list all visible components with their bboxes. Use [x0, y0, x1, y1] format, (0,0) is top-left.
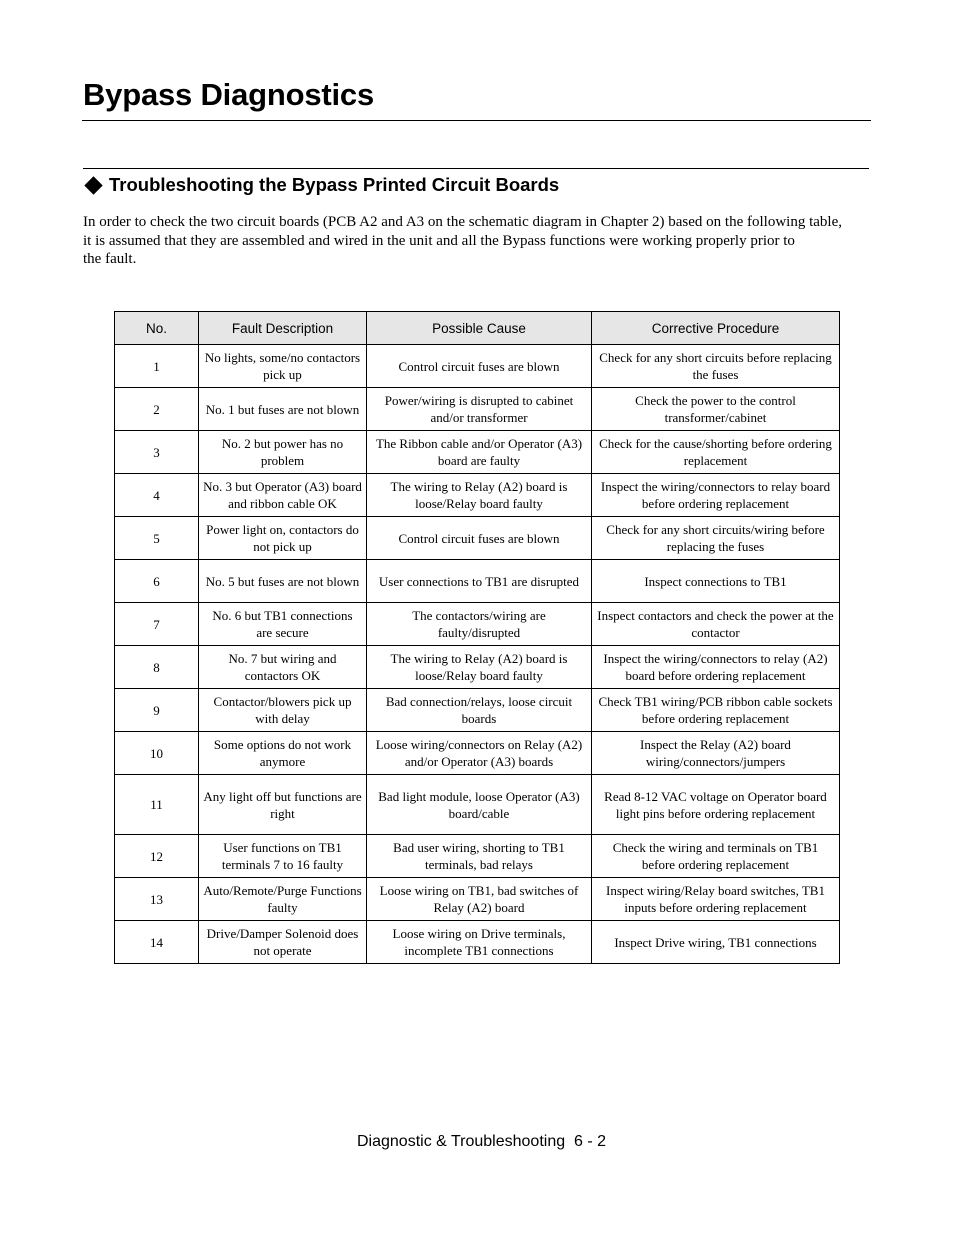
corrective-procedure-cell: Check the power to the control transformer/cabinet: [592, 388, 840, 431]
intro-line: it is assumed that they are assembled and wired in the unit and all the Bypass functions were working properly prior to: [83, 232, 795, 249]
table-row: [115, 431, 840, 474]
table-row: [115, 388, 840, 431]
row-number-cell: 13: [115, 878, 199, 921]
table-row: [115, 921, 840, 964]
section-heading-text: Troubleshooting the Bypass Printed Circuit Boards: [109, 174, 560, 195]
possible-cause-cell: Bad connection/relays, loose circuit boards: [367, 689, 592, 732]
table-row: [115, 517, 840, 560]
table-row: [115, 835, 840, 878]
fault-description-cell: No. 5 but fuses are not blown: [199, 560, 367, 603]
table-row: [115, 878, 840, 921]
fault-description-cell: Any light off but functions are right: [199, 775, 367, 835]
corrective-procedure-cell: Check for the cause/shorting before ordering replacement: [592, 431, 840, 474]
row-number-cell: 6: [115, 560, 199, 603]
fault-description-cell: No lights, some/no contactors pick up: [199, 345, 367, 388]
possible-cause-cell: The Ribbon cable and/or Operator (A3) board are faulty: [367, 431, 592, 474]
corrective-procedure-cell: Check for any short circuits before replacing the fuses: [592, 345, 840, 388]
header-fault-description: Fault Description: [199, 312, 367, 345]
fault-description-cell: No. 3 but Operator (A3) board and ribbon cable OK: [199, 474, 367, 517]
corrective-procedure-cell: Check TB1 wiring/PCB ribbon cable sockets before ordering replacement: [592, 689, 840, 732]
row-number-cell: 1: [115, 345, 199, 388]
section-heading: [83, 172, 559, 198]
table-row: [115, 775, 840, 835]
intro-line: the fault.: [83, 251, 137, 268]
section-divider: [83, 168, 869, 169]
page-footer: Diagnostic & Troubleshooting 6 - 2: [357, 1133, 607, 1150]
fault-description-cell: User functions on TB1 terminals 7 to 16 faulty: [199, 835, 367, 878]
troubleshooting-table: [114, 311, 840, 964]
possible-cause-cell: The wiring to Relay (A2) board is loose/Relay board faulty: [367, 474, 592, 517]
possible-cause-cell: Control circuit fuses are blown: [367, 345, 592, 388]
possible-cause-cell: Loose wiring on Drive terminals, incomplete TB1 connections: [367, 921, 592, 964]
fault-description-cell: Power light on, contactors do not pick up: [199, 517, 367, 560]
possible-cause-cell: The wiring to Relay (A2) board is loose/Relay board faulty: [367, 646, 592, 689]
corrective-procedure-cell: Inspect the Relay (A2) board wiring/connectors/jumpers: [592, 732, 840, 775]
corrective-procedure-cell: Inspect connections to TB1: [592, 560, 840, 603]
corrective-procedure-cell: Inspect wiring/Relay board switches, TB1 inputs before ordering replacement: [592, 878, 840, 921]
fault-description-cell: No. 7 but wiring and contactors OK: [199, 646, 367, 689]
corrective-procedure-cell: Inspect the wiring/connectors to relay (A2) board before ordering replacement: [592, 646, 840, 689]
page-title: Bypass Diagnostics: [83, 77, 375, 112]
row-number-cell: 8: [115, 646, 199, 689]
intro-paragraph: [83, 213, 873, 269]
possible-cause-cell: Bad light module, loose Operator (A3) board/cable: [367, 775, 592, 835]
row-number-cell: 7: [115, 603, 199, 646]
table-row: [115, 732, 840, 775]
table-row: [115, 646, 840, 689]
row-number-cell: 11: [115, 775, 199, 835]
possible-cause-cell: Loose wiring on TB1, bad switches of Relay (A2) board: [367, 878, 592, 921]
table-body: [115, 345, 840, 964]
possible-cause-cell: Loose wiring/connectors on Relay (A2) and/or Operator (A3) boards: [367, 732, 592, 775]
fault-description-cell: Some options do not work anymore: [199, 732, 367, 775]
corrective-procedure-cell: Inspect contactors and check the power at the contactor: [592, 603, 840, 646]
fault-description-cell: No. 6 but TB1 connections are secure: [199, 603, 367, 646]
row-number-cell: 14: [115, 921, 199, 964]
table-row: [115, 474, 840, 517]
fault-description-cell: Drive/Damper Solenoid does not operate: [199, 921, 367, 964]
table-row: [115, 603, 840, 646]
fault-description-cell: No. 2 but power has no problem: [199, 431, 367, 474]
fault-description-cell: Auto/Remote/Purge Functions faulty: [199, 878, 367, 921]
table-row: [115, 345, 840, 388]
table-header-row: [115, 312, 840, 345]
possible-cause-cell: Power/wiring is disrupted to cabinet and/or transformer: [367, 388, 592, 431]
possible-cause-cell: Control circuit fuses are blown: [367, 517, 592, 560]
corrective-procedure-cell: Inspect the wiring/connectors to relay board before ordering replacement: [592, 474, 840, 517]
header-corrective-procedure: Corrective Procedure: [592, 312, 840, 345]
corrective-procedure-cell: Check for any short circuits/wiring before replacing the fuses: [592, 517, 840, 560]
row-number-cell: 12: [115, 835, 199, 878]
row-number-cell: 10: [115, 732, 199, 775]
title-divider: [82, 120, 871, 121]
corrective-procedure-cell: Inspect Drive wiring, TB1 connections: [592, 921, 840, 964]
table-row: [115, 560, 840, 603]
possible-cause-cell: The contactors/wiring are faulty/disrupted: [367, 603, 592, 646]
table-row: [115, 689, 840, 732]
corrective-procedure-cell: Check the wiring and terminals on TB1 before ordering replacement: [592, 835, 840, 878]
fault-description-cell: No. 1 but fuses are not blown: [199, 388, 367, 431]
header-no: No.: [115, 312, 199, 345]
row-number-cell: 3: [115, 431, 199, 474]
row-number-cell: 4: [115, 474, 199, 517]
row-number-cell: 2: [115, 388, 199, 431]
possible-cause-cell: User connections to TB1 are disrupted: [367, 560, 592, 603]
intro-line: In order to check the two circuit boards (PCB A2 and A3 on the schematic diagram in Chapter 2) based on the following table,: [83, 214, 842, 230]
fault-description-cell: Contactor/blowers pick up with delay: [199, 689, 367, 732]
possible-cause-cell: Bad user wiring, shorting to TB1 terminals, bad relays: [367, 835, 592, 878]
row-number-cell: 9: [115, 689, 199, 732]
diamond-bullet-icon: [84, 176, 102, 194]
row-number-cell: 5: [115, 517, 199, 560]
header-possible-cause: Possible Cause: [367, 312, 592, 345]
corrective-procedure-cell: Read 8-12 VAC voltage on Operator board light pins before ordering replacement: [592, 775, 840, 835]
